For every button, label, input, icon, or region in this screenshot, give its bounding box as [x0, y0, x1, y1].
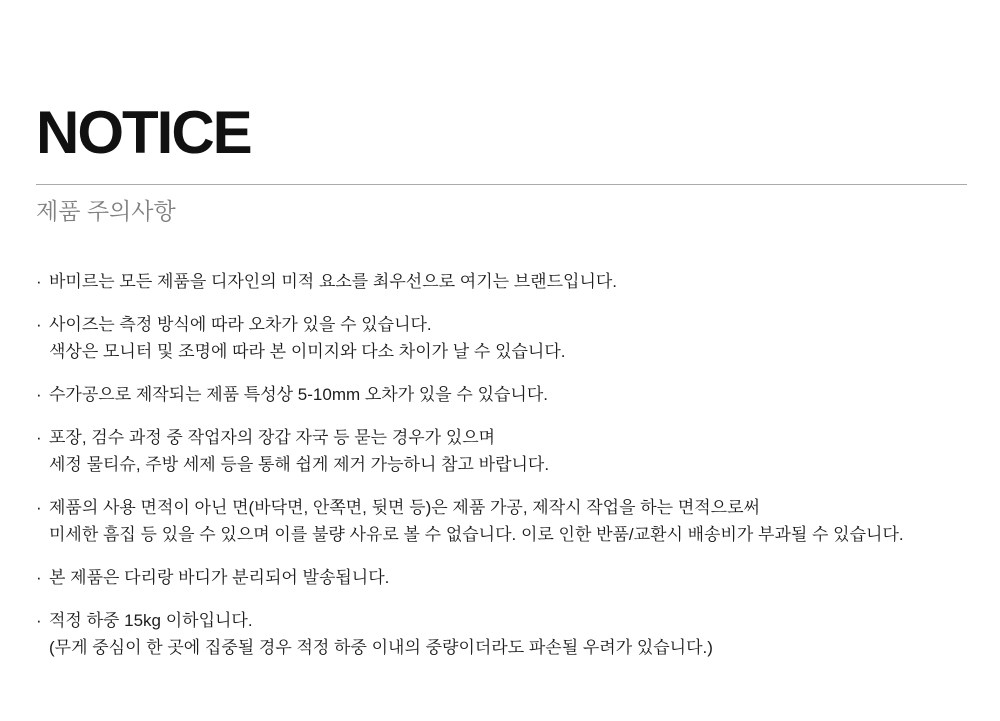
bullet-marker: ·	[36, 568, 42, 587]
notice-line: 세정 물티슈, 주방 세제 등을 통해 쉽게 제거 가능하니 참고 바랍니다.	[49, 455, 550, 474]
notice-lines	[49, 268, 976, 295]
notice-line: 미세한 흠집 등 있을 수 있으며 이를 불량 사유로 볼 수 없습니다. 이로 인한 반품/교환시 배송비가 부과될 수 있습니다.	[49, 525, 904, 544]
notice-item	[36, 311, 976, 365]
notice-line: 적정 하중 15kg 이하입니다.	[49, 611, 253, 630]
notice-list	[36, 268, 976, 661]
notice-lines	[49, 564, 976, 591]
bullet-marker: ·	[36, 315, 42, 334]
notice-page	[0, 99, 1000, 721]
notice-line: 수가공으로 제작되는 제품 특성상 5-10mm 오차가 있을 수 있습니다.	[49, 385, 548, 404]
notice-item	[36, 424, 976, 478]
notice-line: 사이즈는 측정 방식에 따라 오차가 있을 수 있습니다.	[49, 315, 432, 334]
notice-line: 본 제품은 다리랑 바디가 분리되어 발송됩니다.	[49, 568, 390, 587]
bullet-marker: ·	[36, 611, 42, 630]
notice-item	[36, 381, 976, 408]
notice-lines	[49, 311, 976, 365]
bullet-marker: ·	[36, 385, 42, 404]
notice-lines	[49, 607, 976, 661]
page-subtitle: 제품 주의사항	[36, 198, 176, 224]
notice-line: 제품의 사용 면적이 아닌 면(바닥면, 안쪽면, 뒷면 등)은 제품 가공, 제작시 작업을 하는 면적으로써	[49, 498, 760, 517]
notice-line: 색상은 모니터 및 조명에 따라 본 이미지와 다소 차이가 날 수 있습니다.	[49, 342, 566, 361]
notice-item	[36, 268, 976, 295]
bullet-marker: ·	[36, 428, 42, 447]
title-divider	[36, 184, 967, 185]
notice-item	[36, 607, 976, 661]
bullet-marker: ·	[36, 272, 42, 291]
notice-line: 바미르는 모든 제품을 디자인의 미적 요소를 최우선으로 여기는 브랜드입니다.	[49, 272, 618, 291]
bullet-marker: ·	[36, 498, 42, 517]
notice-line: 포장, 검수 과정 중 작업자의 장갑 자국 등 묻는 경우가 있으며	[49, 428, 496, 447]
notice-item	[36, 564, 976, 591]
notice-lines	[49, 381, 976, 408]
notice-lines	[49, 424, 976, 478]
notice-item	[36, 494, 976, 548]
notice-line: (무게 중심이 한 곳에 집중될 경우 적정 하중 이내의 중량이더라도 파손될 우려가 있습니다.)	[49, 638, 713, 657]
page-title: NOTICE	[36, 99, 251, 166]
notice-lines	[49, 494, 976, 548]
